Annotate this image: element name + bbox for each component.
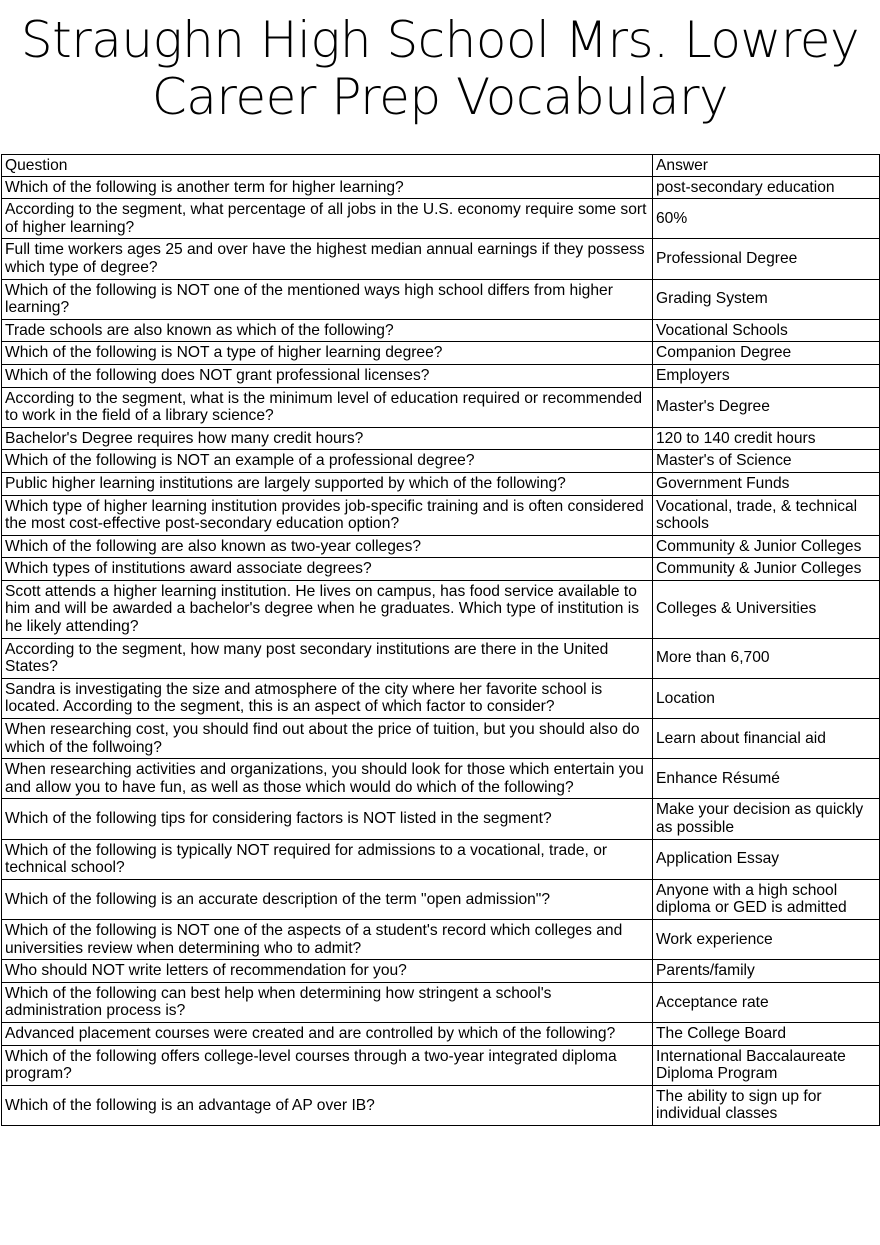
question-cell: Which of the following is typically NOT required for admissions to a vocational, trade, or technical school? — [2, 839, 653, 879]
question-cell: Advanced placement courses were created and are controlled by which of the following? — [2, 1022, 653, 1045]
question-cell: Which of the following is NOT an example of a professional degree? — [2, 450, 653, 473]
question-cell: Which of the following is another term for higher learning? — [2, 176, 653, 199]
table-row — [2, 1045, 880, 1085]
table-row — [2, 678, 880, 718]
question-cell: Which of the following is an accurate description of the term "open admission"? — [2, 879, 653, 919]
question-cell: Which of the following are also known as two-year colleges? — [2, 535, 653, 558]
table-row — [2, 535, 880, 558]
page-title — [0, 12, 880, 126]
question-cell: Public higher learning institutions are largely supported by which of the following? — [2, 472, 653, 495]
answer-cell: Parents/family — [653, 960, 880, 983]
question-cell: According to the segment, what is the minimum level of education required or recommended to work in the field of a library science? — [2, 387, 653, 427]
answer-cell: Learn about financial aid — [653, 719, 880, 759]
question-cell: According to the segment, what percentage of all jobs in the U.S. economy require some sort of higher learning? — [2, 199, 653, 239]
table-row — [2, 199, 880, 239]
title-line-1: Straughn High School Mrs. Lowrey — [20, 11, 860, 69]
question-cell: Which types of institutions award associate degrees? — [2, 558, 653, 581]
table-row — [2, 558, 880, 581]
answer-cell: Grading System — [653, 279, 880, 319]
table-row — [2, 427, 880, 450]
table-row — [2, 319, 880, 342]
table-row — [2, 919, 880, 959]
question-cell: Which of the following can best help when determining how stringent a school's administration process is? — [2, 982, 653, 1022]
question-column-header: Question — [2, 155, 653, 177]
answer-cell: Anyone with a high school diploma or GED is admitted — [653, 879, 880, 919]
table-row — [2, 580, 880, 638]
question-cell: When researching activities and organizations, you should look for those which entertain you and allow you to have fun, as well as those which would do which of the following? — [2, 759, 653, 799]
answer-cell: Government Funds — [653, 472, 880, 495]
answer-cell: The ability to sign up for individual classes — [653, 1085, 880, 1125]
question-cell: Full time workers ages 25 and over have the highest median annual earnings if they possess which type of degree? — [2, 239, 653, 279]
answer-cell: The College Board — [653, 1022, 880, 1045]
question-cell: Which of the following tips for considering factors is NOT listed in the segment? — [2, 799, 653, 839]
table-row — [2, 450, 880, 473]
answer-cell: Enhance Résumé — [653, 759, 880, 799]
table-row — [2, 239, 880, 279]
answer-cell: Application Essay — [653, 839, 880, 879]
table-row — [2, 879, 880, 919]
answer-cell: post-secondary education — [653, 176, 880, 199]
question-cell: Trade schools are also known as which of the following? — [2, 319, 653, 342]
question-cell: Which of the following is an advantage of AP over IB? — [2, 1085, 653, 1125]
answer-cell: International Baccalaureate Diploma Program — [653, 1045, 880, 1085]
answer-cell: Master's of Science — [653, 450, 880, 473]
table-row — [2, 759, 880, 799]
table-row — [2, 176, 880, 199]
answer-cell: Location — [653, 678, 880, 718]
table-row — [2, 1085, 880, 1125]
answer-cell: Community & Junior Colleges — [653, 535, 880, 558]
table-row — [2, 719, 880, 759]
answer-cell: Vocational, trade, & technical schools — [653, 495, 880, 535]
vocabulary-table-body — [2, 155, 880, 1126]
question-cell: Which of the following offers college-level courses through a two-year integrated diploma program? — [2, 1045, 653, 1085]
table-row — [2, 799, 880, 839]
answer-cell: Make your decision as quickly as possible — [653, 799, 880, 839]
table-row — [2, 638, 880, 678]
vocabulary-table — [1, 154, 880, 1126]
table-row — [2, 342, 880, 365]
table-row — [2, 839, 880, 879]
question-cell: Which of the following is NOT one of the aspects of a student's record which colleges and universities review when determining who to admit? — [2, 919, 653, 959]
question-cell: Which of the following does NOT grant professional licenses? — [2, 364, 653, 387]
table-row — [2, 279, 880, 319]
title-line-2: Career Prep Vocabulary — [151, 68, 729, 126]
question-cell: Which of the following is NOT a type of higher learning degree? — [2, 342, 653, 365]
answer-cell: Community & Junior Colleges — [653, 558, 880, 581]
answer-column-header: Answer — [653, 155, 880, 177]
answer-cell: Professional Degree — [653, 239, 880, 279]
table-header-row — [2, 155, 880, 177]
answer-cell: Colleges & Universities — [653, 580, 880, 638]
question-cell: According to the segment, how many post secondary institutions are there in the United States? — [2, 638, 653, 678]
table-row — [2, 982, 880, 1022]
answer-cell: Companion Degree — [653, 342, 880, 365]
table-row — [2, 364, 880, 387]
question-cell: Which of the following is NOT one of the mentioned ways high school differs from higher learning? — [2, 279, 653, 319]
answer-cell: 120 to 140 credit hours — [653, 427, 880, 450]
question-cell: Bachelor's Degree requires how many credit hours? — [2, 427, 653, 450]
table-row — [2, 472, 880, 495]
table-row — [2, 387, 880, 427]
answer-cell: 60% — [653, 199, 880, 239]
answer-cell: Master's Degree — [653, 387, 880, 427]
question-cell: Scott attends a higher learning institution. He lives on campus, has food service available to him and will be awarded a bachelor's degree when he graduates. Which type of institution is he likely attending? — [2, 580, 653, 638]
answer-cell: Employers — [653, 364, 880, 387]
answer-cell: Work experience — [653, 919, 880, 959]
question-cell: When researching cost, you should find out about the price of tuition, but you should also do which of the follwoing? — [2, 719, 653, 759]
answer-cell: More than 6,700 — [653, 638, 880, 678]
table-row — [2, 960, 880, 983]
answer-cell: Vocational Schools — [653, 319, 880, 342]
table-row — [2, 1022, 880, 1045]
question-cell: Sandra is investigating the size and atmosphere of the city where her favorite school is located. According to the segment, this is an aspect of which factor to consider? — [2, 678, 653, 718]
question-cell: Which type of higher learning institution provides job-specific training and is often considered the most cost-effective post-secondary education option? — [2, 495, 653, 535]
question-cell: Who should NOT write letters of recommendation for you? — [2, 960, 653, 983]
answer-cell: Acceptance rate — [653, 982, 880, 1022]
table-row — [2, 495, 880, 535]
